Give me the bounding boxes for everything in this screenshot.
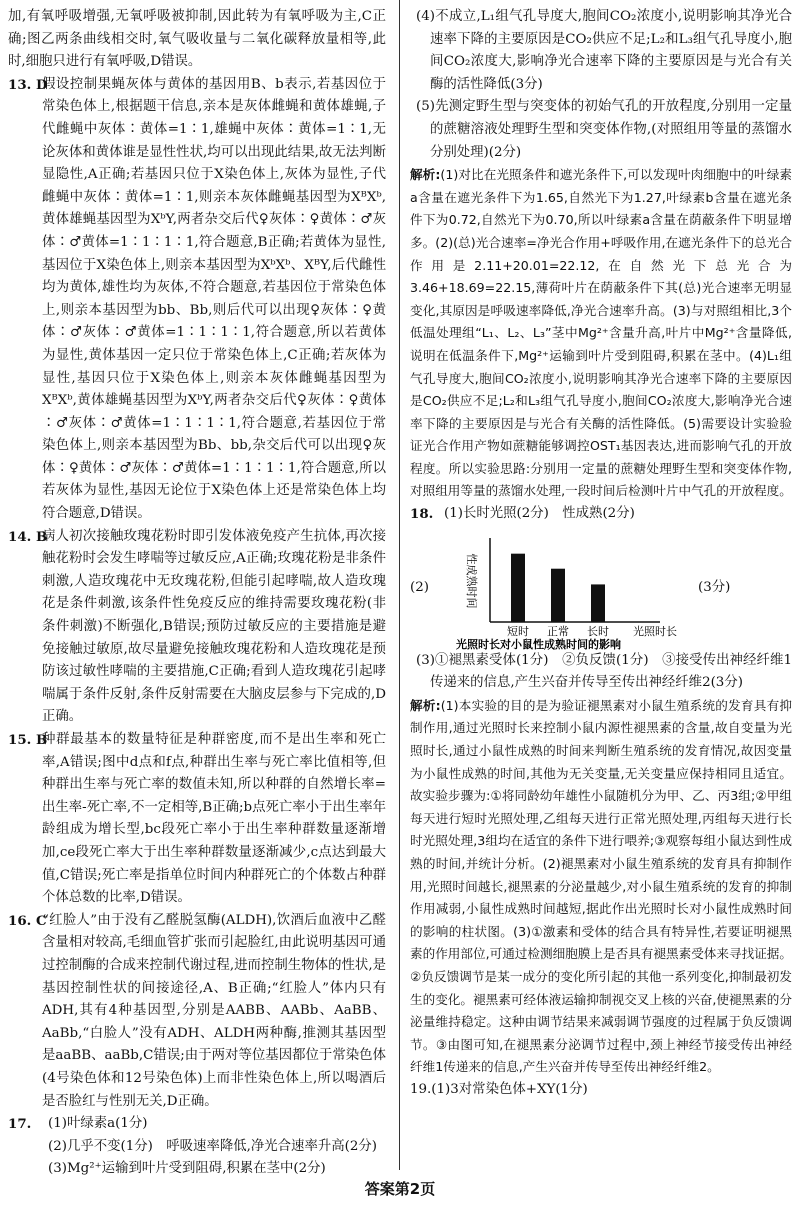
answer-18-part-3: (3)①褪黑素受体(1分) ②负反馈(1分) ③接受传出神经纤维1传递来的信息,产生兴奋并传导至传出神经纤维2(3分) bbox=[416, 652, 792, 691]
question-number: 16. C bbox=[8, 912, 47, 929]
carry-over-text: 加,有氧呼吸增强,无氧呼吸被抑制,因此转为有氧呼吸为主,C正确;图乙两条曲线相交时,氧气吸收量与二氧化碳释放量相等,此时,细胞只进行有氧呼吸,D错误。 bbox=[8, 9, 386, 70]
x-axis-label: 光照时长 bbox=[633, 624, 677, 638]
answer-18-part-1: (1)长时光照(2分) 性成熟(2分) bbox=[444, 506, 635, 522]
explanation-17 bbox=[410, 164, 792, 503]
question-number: 14. B bbox=[8, 528, 48, 545]
answer-16 bbox=[8, 910, 386, 1113]
explanation-text: (1)对比在光照条件和遮光条件下,可以发现叶肉细胞中的叶绿素a含量在遮光条件下为1.65,自然光下为1.27,叶绿素b含量在遮光条件下为0.72,自然光下为0.70,所以叶绿素a含量在荫蔽条件下明显增多。(2)(总)光合速率=净光合作用+呼吸作用,在遮光条件下的总光合作用是2.11+20.01=22.12,在自然光下总光合为3.46+18.69=22.15,薄荷叶片在荫蔽条件下其(总)光合速率无明显变化,其原因是呼吸速率降低,净光合速率升高。(3)与对照组相比,3个低温处理组“L₁、L₂、L₃”茎中Mg²⁺含量升高,叶片中Mg²⁺含量降低,说明在低温条件下,Mg²⁺运输到叶片受到阻碍,积累在茎中。(4)L₁组气孔导度大,胞间CO₂浓度小,说明影响其净光合速率下降的主要原因是CO₂供应不足;L₂和L₃组气孔导度小,胞间CO₂浓度大,影响净光合速率下降的主要原因是与光合有关酶的活性降低。(5)需要设计实验验证光合作用产物如蔗糖能够调控OST₁基因表达,进而影响气孔的开放程度。所以实验思路:分别用一定量的蔗糖处理野生型和突变体作物,对照组用等量的蒸馏水处理,一段时间后检测叶片中气孔的开放程度。 bbox=[410, 167, 792, 499]
answer-17-part-1: (1)叶绿素a(1分) bbox=[48, 1116, 148, 1132]
answer-13 bbox=[8, 74, 386, 526]
explanation-label: 解析: bbox=[410, 697, 441, 713]
answer-17-part-4: (4)不成立,L₁组气孔导度大,胞间CO₂浓度小,说明影响其净光合速率下降的主要原因是CO₂供应不足;L₂和L₃组气孔导度小,胞间CO₂浓度大,影响净光合速率下降的主要原因是与光合有关酶的活性降低(3分) bbox=[416, 9, 792, 92]
answer-15 bbox=[8, 729, 386, 910]
question-number: 13. D bbox=[8, 76, 48, 93]
question-number: 15. B bbox=[8, 732, 48, 748]
column-divider bbox=[399, 0, 400, 1170]
y-axis-label: 性成熟时间 bbox=[465, 553, 478, 609]
answer-text: 病人初次接触玫瑰花粉时即引发体液免疫产生抗体,再次接触花粉时会发生哮喘等过敏反应,A正确;玫瑰花粉是非条件刺激,人造玫瑰花中无玫瑰花粉,但能引起哮喘,故人造玫瑰花是条件刺激,该条件性免疫反应的维持需要玫瑰花粉(非条件刺激)不断强化,B错误;预防过敏反应的主要措施是避免接触过敏原,故尽量避免接触玫瑰花粉和人造玫瑰花是预防该过敏性哮喘的主要措施,C正确;看到人造玫瑰花引起哮喘属于条件反射,条件反射需要在大脑皮层参与下完成的,D正确。 bbox=[42, 528, 386, 725]
answer-text: “红脸人”由于没有乙醛脱氢酶(ALDH),饮酒后血液中乙醛含量相对较高,毛细血管扩张而引起脸红,由此说明基因可通过控制酶的合成来控制代谢过程,进而控制生物体的性状,是基因控制性状的间接途径,A、B正确;“红脸人”体内只有ADH,其有4种基因型,分别是AABB、AABb、AaBB、AaBb,“白脸人”没有ADH、ALDH两种酶,推测其基因型是aaBB、aaBb,C错误;由于两对等位基因都位于常染色体(4号染色体和12号染色体)上而非性染色体上,所以喝酒后是否脸红与性别无关,D正确。 bbox=[42, 912, 386, 1109]
answer-text: 种群最基本的数量特征是种群密度,而不是出生率和死亡率,A错误;图中d点和f点,种群出生率与死亡率比值相等,但种群出生率与死亡率的数值未知,所以种群的自然增长率=出生率-死亡率,不一定相等,B正确;b点死亡率小于出生率年龄组成为增长型,bc段死亡率小于出生率种群数量逐渐增加,ce段死亡率大于出生率种群数量逐渐减少,c点达到最大值,C错误;死亡率是指单位时间内种群死亡的个体数占种群个体总数的比率,D错误。 bbox=[42, 732, 386, 906]
category-label-1: 短时 bbox=[507, 624, 529, 638]
answer-17-part-5: (5)先测定野生型与突变体的初始气孔的开放程度,分别用一定量的蔗糖溶液处理野生型和突变体作物,(对照组用等量的蒸馏水分别处理)(2分) bbox=[416, 99, 792, 160]
answer-19-part-1: 19.(1)3对常染色体+XY(1分) bbox=[410, 1081, 588, 1097]
category-label-2: 正常 bbox=[547, 624, 569, 638]
bar-2 bbox=[551, 568, 565, 621]
explanation-18 bbox=[410, 695, 792, 1079]
category-label-3: 长时 bbox=[587, 624, 609, 638]
bar-1 bbox=[511, 553, 525, 621]
bars-group bbox=[507, 553, 609, 637]
page-footer: 答案第2页 bbox=[364, 1180, 436, 1198]
explanation-label: 解析: bbox=[410, 167, 441, 183]
answer-17-part-3: (3)Mg²⁺运输到叶片受到阻碍,积累在茎中(2分) bbox=[48, 1161, 326, 1177]
part-label: (2) bbox=[410, 580, 429, 596]
answer-18 bbox=[410, 503, 792, 526]
chart-title: 光照时长对小鼠性成熟时间的影响 bbox=[456, 637, 621, 651]
explanation-text: (1)本实验的目的是为验证褪黑素对小鼠生殖系统的发育具有抑制作用,通过光照时长来控制小鼠内源性褪黑素的含量,故自变量为光照时长,通过小鼠性成熟的时间来判断生殖系统的发育情况,故因变量为小鼠性成熟的时间,其他为无关变量,无关变量应保持相同且适宜。故实验步骤为:①将同龄幼年雄性小鼠随机分为甲、乙、丙3组;②甲组每天进行短时光照处理,乙组每天进行正常光照处理,丙组每天进行长时光照处理,3组均在适宜的条件下进行喂养;③观察每组小鼠达到性成熟的时间,并统计分析。(2)褪黑素对小鼠生殖系统的发育具有抑制作用,光照时间越长,褪黑素的分泌量越少,对小鼠生殖系统的发育的抑制作用减弱,小鼠性成熟时间越短,据此作出光照时长对小鼠性成熟时间的影响的柱状图。(3)①激素和受体的结合具有特异性,若要证明褪黑素的作用部位,可通过检测细胞膜上是否具有褪黑素受体来寻找证据。②负反馈调节是某一成分的变化所引起的其他一系列变化,抑制最初发生的变化。褪黑素可经体液运输抑制视交叉上核的兴奋,使褪黑素的分泌量维持稳定。这种由调节结果来减弱调节强度的过程属于负反馈调节。③由图可知,在褪黑素分泌调节过程中,颈上神经节接受传出神经纤维1传递来的信息,产生兴奋并传导至传出神经纤维2。 bbox=[410, 697, 792, 1075]
answer-17-part-2: (2)几乎不变(1分) 呼吸速率降低,净光合速率升高(2分) bbox=[48, 1138, 377, 1154]
left-column bbox=[8, 6, 386, 1181]
bar-chart bbox=[450, 530, 677, 651]
right-column bbox=[410, 6, 792, 1102]
answer-18-part-2 bbox=[410, 530, 792, 651]
question-number: 18. bbox=[410, 506, 434, 523]
question-number: 17. bbox=[8, 1116, 32, 1133]
part-score: (3分) bbox=[698, 580, 731, 596]
answer-text: 假设控制果蝇灰体与黄体的基因用B、b表示,若基因位于常染色体上,根据题干信息,亲本是灰体雌蝇和黄体雄蝇,子代雌蝇中灰体∶黄体=1∶1,雄蝇中灰体∶黄体=1∶1,无论灰体和黄体谁是显性性状,均可以出现此结果,故无法判断显隐性,A正确;若基因只位于X染色体上,灰体为显性,子代雌蝇中灰体∶黄体=1∶1,则亲本灰体雌蝇基因型为XᴮXᵇ,黄体雄蝇基因型为XᵇY,两者杂交后代♀灰体∶♀黄体∶♂灰体∶♂黄体=1∶1∶1∶1,符合题意,B正确;若黄体为显性,基因位于X染色体上,则亲本基因型为XᵇXᵇ、XᴮY,后代雌性均为黄体,雄性均为灰体,不符合题意,若基因位于常染色体上,则亲本基因型为bb、Bb,则后代可以出现♀灰体∶♀黄体∶♂灰体∶♂黄体=1∶1∶1∶1,符合题意,所以若黄体为显性,黄体基因一定只位于常染色体上,C正确;若灰体为显性,基因只位于X染色体上,则亲本灰体雌蝇基因型为XᴮXᵇ,黄体雄蝇基因型为XᵇY,两者杂交后代♀灰体∶♀黄体∶♂灰体∶♂黄体=1∶1∶1∶1,符合题意,若基因位于常染色体上,则亲本基因型为Bb、bb,杂交后代可以出现♀灰体∶♀黄体∶♂灰体∶♂黄体=1∶1∶1∶1,符合题意,所以若灰体为显性,基因无论位于X染色体上还是常染色体上均符合题意,D错误。 bbox=[42, 76, 386, 522]
answer-14 bbox=[8, 526, 386, 729]
bar-3 bbox=[591, 584, 605, 622]
answer-17 bbox=[8, 1113, 386, 1181]
